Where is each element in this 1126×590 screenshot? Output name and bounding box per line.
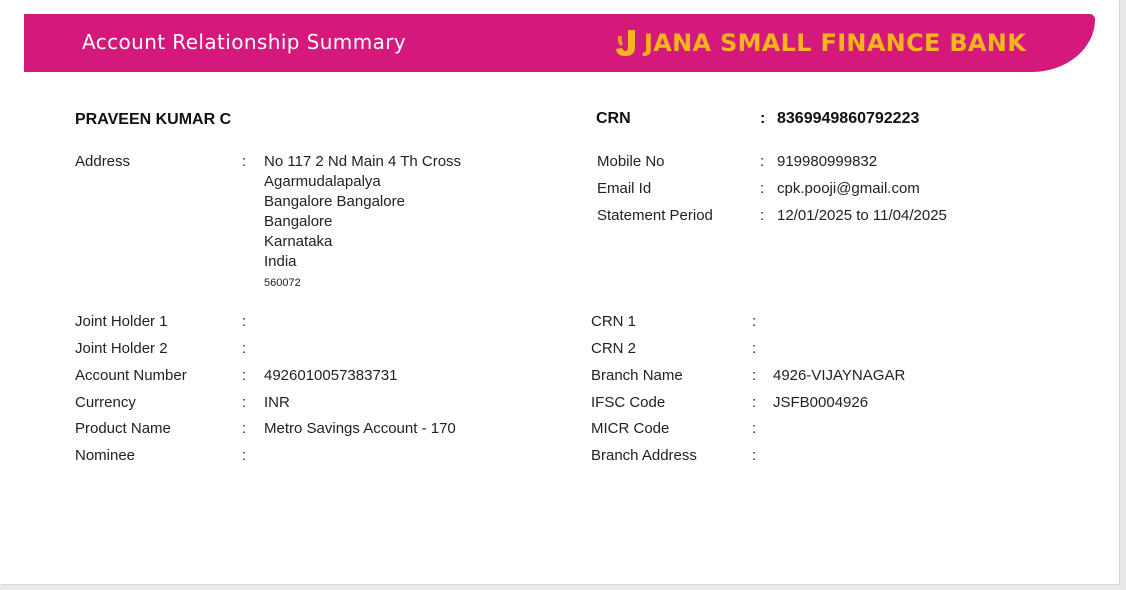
email-value: cpk.pooji@gmail.com	[777, 180, 920, 197]
ifsc-code-separator: :	[752, 394, 757, 411]
statement-period-value: 12/01/2025 to 11/04/2025	[777, 207, 947, 224]
address-line: No 117 2 Nd Main 4 Th Cross	[264, 153, 462, 170]
branch-name-label: Branch Name	[591, 367, 683, 384]
address-separator: :	[242, 153, 247, 170]
page-title: Account Relationship Summary	[82, 30, 407, 54]
email-separator: :	[760, 180, 765, 197]
account-number-label: Account Number	[75, 367, 187, 384]
branch-name-separator: :	[752, 367, 757, 384]
address-line: India	[264, 253, 297, 270]
statement-period-label: Statement Period	[597, 207, 713, 224]
crn-value: 8369949860792223	[777, 110, 920, 127]
micr-code-label: MICR Code	[591, 420, 670, 437]
ifsc-code-label: IFSC Code	[591, 394, 666, 411]
crn-2-label: CRN 2	[591, 340, 637, 357]
bank-name: JANA SMALL FINANCE BANK	[644, 29, 1027, 57]
customer-name: PRAVEEN KUMAR C	[75, 111, 232, 128]
crn-label: CRN	[596, 110, 631, 127]
mobile-label: Mobile No	[597, 153, 665, 170]
statement-period-separator: :	[760, 207, 765, 224]
ifsc-code-value: JSFB0004926	[773, 394, 869, 411]
email-label: Email Id	[597, 180, 652, 197]
jana-j-logo-icon	[614, 28, 638, 58]
joint-holder-1-separator: :	[242, 313, 247, 330]
nominee-separator: :	[242, 447, 247, 464]
branch-address-label: Branch Address	[591, 447, 697, 464]
mobile-separator: :	[760, 153, 765, 170]
crn-2-separator: :	[752, 340, 757, 357]
address-line: Bangalore	[264, 213, 333, 230]
product-name-label: Product Name	[75, 420, 171, 437]
address-line: Bangalore Bangalore	[264, 193, 405, 210]
address-line: Agarmudalapalya	[264, 173, 381, 190]
bank-logo	[614, 27, 1026, 59]
header-banner	[24, 14, 1095, 72]
branch-name-value: 4926-VIJAYNAGAR	[773, 367, 906, 384]
joint-holder-2-separator: :	[242, 340, 247, 357]
account-number-value: 4926010057383731	[264, 367, 398, 384]
product-name-separator: :	[242, 420, 247, 437]
micr-code-separator: :	[752, 420, 757, 437]
crn-1-separator: :	[752, 313, 757, 330]
address-line: Karnataka	[264, 233, 333, 250]
currency-separator: :	[242, 394, 247, 411]
crn-separator: :	[760, 110, 766, 127]
nominee-label: Nominee	[75, 447, 136, 464]
currency-label: Currency	[75, 394, 136, 411]
mobile-value: 919980999832	[777, 153, 878, 170]
account-number-separator: :	[242, 367, 247, 384]
joint-holder-2-label: Joint Holder 2	[75, 340, 168, 357]
joint-holder-1-label: Joint Holder 1	[75, 313, 168, 330]
branch-address-separator: :	[752, 447, 757, 464]
crn-1-label: CRN 1	[591, 313, 637, 330]
address-label: Address	[75, 153, 131, 170]
address-pincode: 560072	[264, 277, 301, 289]
product-name-value: Metro Savings Account - 170	[264, 420, 456, 437]
currency-value: INR	[264, 394, 290, 411]
